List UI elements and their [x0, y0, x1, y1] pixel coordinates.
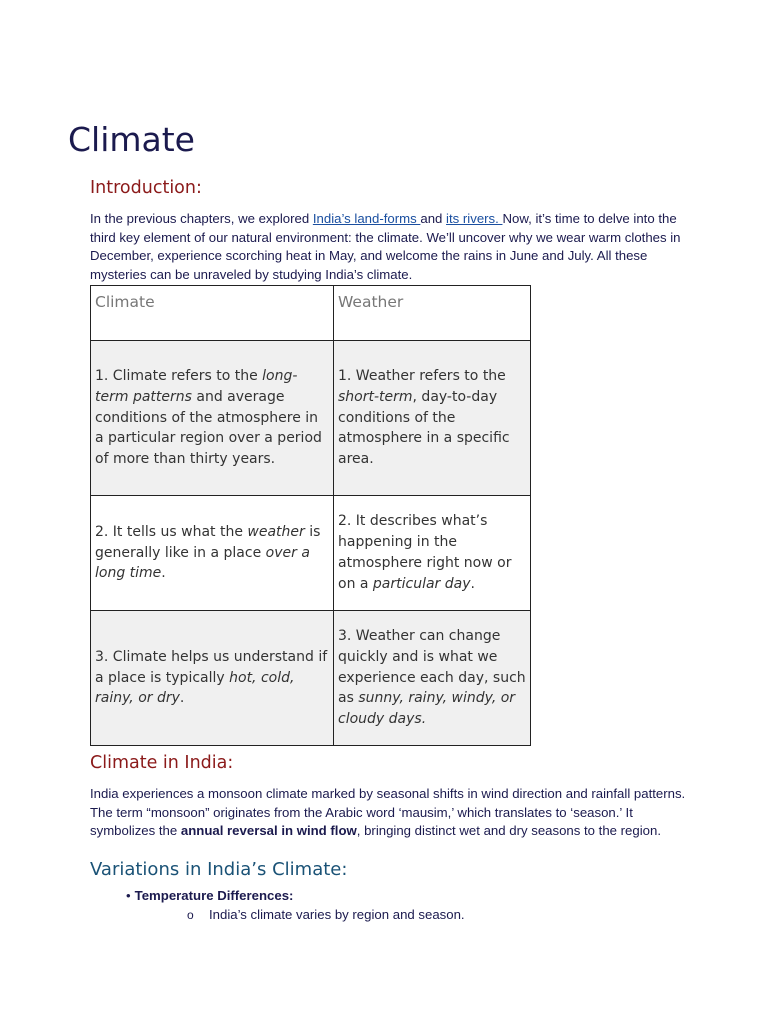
temperature-differences-label: Temperature Differences:: [134, 888, 294, 903]
page-title: Climate: [68, 120, 195, 159]
weather-cell-3: 3. Weather can change quickly and is what we experience each day, such as sunny, rainy, windy, or cloudy days.: [334, 611, 531, 746]
weather-cell-1: 1. Weather refers to the short-term, day-to-day conditions of the atmosphere in a specific area.: [334, 341, 531, 496]
intro-text-2: and: [420, 211, 447, 226]
climate-in-india-paragraph: [90, 785, 690, 841]
table-header-row: [91, 286, 531, 341]
table-row: [91, 496, 531, 611]
introduction-paragraph: [90, 210, 690, 284]
intro-text-1: In the previous chapters, we explored: [90, 211, 313, 226]
circle-bullet-icon: o: [187, 907, 194, 922]
introduction-heading: Introduction:: [90, 178, 202, 198]
india-text-2: , bringing distinct wet and dry seasons to the region.: [356, 823, 661, 838]
rivers-link[interactable]: its rivers.: [446, 211, 503, 226]
table-row: [91, 611, 531, 746]
bullet-icon: •: [126, 888, 131, 903]
header-climate: Climate: [91, 286, 334, 341]
india-text-1: India experiences a monsoon climate marked by seasonal shifts in wind direction and rainfall patterns. The term “monsoon” originates from the Arabic word ‘mausim,’ which translates to ‘season.’ It symbolizes the: [90, 786, 686, 838]
sub-list-item: o India’s climate varies by region and season.: [126, 906, 465, 925]
variations-heading: Variations in India’s Climate:: [90, 859, 348, 880]
table-row: [91, 341, 531, 496]
climate-weather-table: [90, 285, 531, 746]
intro-text-3: Now, it’s time to delve into the third key element of our natural environment: the climate. We’ll uncover why we wear warm clothes in December, experience scorching heat in May, and welcome the rains in June and July. All these mysteries can be unraveled by studying India’s climate.: [90, 211, 681, 282]
landforms-link[interactable]: India’s land-forms: [312, 211, 421, 226]
header-weather: Weather: [334, 286, 531, 341]
climate-cell-1: 1. Climate refers to the long-term patterns and average conditions of the atmosphere in a particular region over a period of more than thirty years.: [91, 341, 334, 496]
india-bold-text: annual reversal in wind flow: [180, 823, 357, 838]
weather-cell-2: 2. It describes what’s happening in the atmosphere right now or on a particular day.: [334, 496, 531, 611]
climate-in-india-heading: Climate in India:: [90, 753, 234, 773]
variations-list: [126, 887, 465, 924]
list-item: [126, 887, 465, 924]
sub-list: [126, 906, 465, 925]
climate-cell-3: 3. Climate helps us understand if a place is typically hot, cold, rainy, or dry.: [91, 611, 334, 746]
climate-cell-2: 2. It tells us what the weather is generally like in a place over a long time.: [91, 496, 334, 611]
